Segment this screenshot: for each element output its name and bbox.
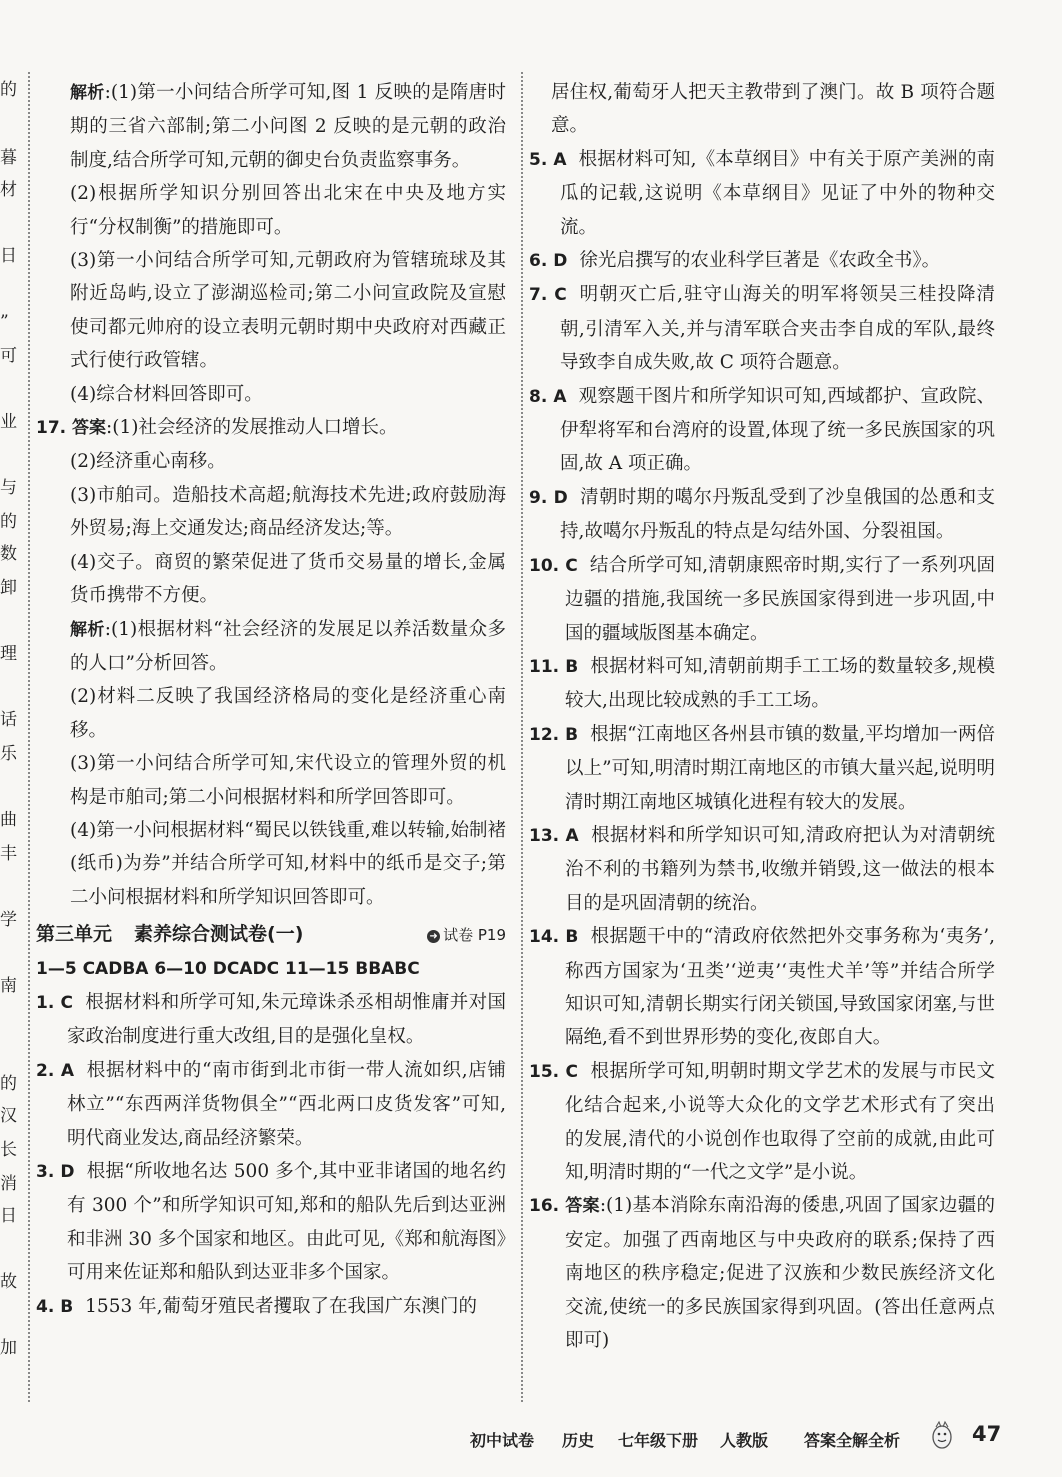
answer-explanation: 根据材料中的“南市街到北市街一带人流如织,店铺林立”“东西两洋货物俱全”“西北两口皮货发客”可知,明代商业发达,商品经济繁荣。 (67, 1059, 506, 1149)
answer-keys: 1—5 CADBA 6—10 DCADC 11—15 BBABC (36, 958, 420, 979)
question-number: 9. (529, 487, 548, 508)
answer-item-15 (529, 1055, 995, 1190)
question-number: 10. (529, 555, 560, 576)
margin-char: 数 (0, 544, 17, 564)
margin-char: 消 (0, 1174, 17, 1194)
left-dotted-rule (28, 72, 30, 1402)
answer-17-3: (3)市舶司。造船技术高超;航海技术先进;政府鼓励海外贸易;海上交通发达;商品经济发达;等。 (70, 484, 506, 540)
answer-explanation: 根据所学可知,明朝时期文学艺术的发展与市民文化结合起来,小说等大众化的文学艺术形式有了突出的发展,清代的小说创作也取得了空前的成就,由此可知,明清时期的“一代之文学”是小说。 (565, 1060, 995, 1183)
margin-char: 理 (0, 644, 17, 664)
answer-option: C (554, 285, 567, 306)
margin-char: 乐 (0, 744, 17, 764)
answer-item-5 (529, 143, 995, 244)
answer-option: B (60, 1296, 74, 1317)
answer-option: D (553, 487, 568, 508)
answer-explanation: 1553 年,葡萄牙殖民者攫取了在我国广东澳门的 (85, 1295, 478, 1317)
answer-text: :(1)社会经济的发展推动人口增长。 (106, 417, 398, 439)
question-number: 16. (529, 1196, 560, 1217)
answer-explanation: 根据题干中的“清政府依然把外交事务称为‘夷务’,称西方国家为‘丑类’‘逆夷’‘夷性犬羊’等”并结合所学知识可知,清朝长期实行闭关锁国,导致国家闭塞,与世隔绝,看不到世界形势的变化,夜郎自大。 (565, 926, 995, 1049)
margin-char: 业 (0, 412, 17, 432)
margin-char: 卸 (0, 578, 17, 598)
paper-reference-text: 试卷 P19 (443, 926, 506, 945)
answer-explanation: 观察题干图片和所学知识可知,西域都护、宣政院、伊犁将军和台湾府的设置,体现了统一多民族国家的巩固,故 A 项正确。 (560, 385, 995, 475)
answer-item-3 (36, 1155, 506, 1290)
footer-label: 答案全解全析 (804, 1431, 901, 1450)
answer-explanation: 根据“所收地名达 500 多个,其中亚非诸国的地名约有 300 个”和所学知识可知,郑和的船队先后到达亚洲和非洲 30 多个国家和地区。由此可见,《郑和航海图》可用来佐证郑和船队到达亚非多个国家。 (67, 1161, 506, 1284)
answer-explanation: 清朝时期的噶尔丹叛乱受到了沙皇俄国的怂恿和支持,故噶尔丹叛乱的特点是勾结外国、分裂祖国。 (560, 486, 995, 543)
margin-char: 暮 (0, 148, 17, 168)
question-number: 8. (529, 386, 548, 407)
answer-option: D (60, 1162, 75, 1182)
mascot-icon (930, 1420, 954, 1450)
explanation-16-4: (4)综合材料回答即可。 (70, 383, 263, 405)
answer-17-4: (4)交子。商贸的繁荣促进了货币交易量的增长,金属货币携带不方便。 (70, 551, 506, 607)
answer-item-2 (36, 1054, 506, 1155)
answer-explanation: 根据“江南地区各州县市镇的数量,平均增加一两倍以上”可知,明清时期江南地区的市镇大量兴起,说明明清时期江南地区城镇化进程有较大的发展。 (565, 723, 995, 813)
answer-option: B (565, 724, 579, 745)
answer-option: D (553, 251, 568, 272)
question-number: 4. (36, 1296, 55, 1317)
margin-char: 可 (0, 346, 17, 366)
answer-explanation: 结合所学可知,清朝康熙帝时期,实行了一系列巩固边疆的措施,我国统一多民族国家得到进一步巩固,中国的疆域版图基本确定。 (565, 554, 995, 644)
answer-17-1 (36, 411, 506, 445)
question-number: 6. (529, 251, 548, 272)
answer-option: B (565, 927, 579, 948)
answer-tag: 答案 (72, 418, 107, 439)
answer-text: :(1)基本消除东南沿海的倭患,巩固了国家边疆的安定。加强了西南地区与中央政府的联系;保持了西南地区的秩序稳定;促进了汉族和少数民族经济文化交流,使统一的多民族国家得到巩固。(答出任意两点即可) (565, 1195, 996, 1352)
answer-item-7 (529, 278, 995, 379)
answer-item-9 (529, 481, 995, 549)
explanation-16-3: (3)第一小问结合所学可知,元朝政府为管辖琉球及其附近岛屿,设立了澎湖巡检司;第二小问宣政院及宣慰使司都元帅府的设立表明元朝时期中央政府对西藏正式行使行政管辖。 (70, 250, 506, 372)
explanation-17-1 (36, 613, 506, 681)
answer-explanation: 明朝灭亡后,驻守山海关的明军将领吴三桂投降清朝,引清军入关,并与清军联合夹击李自成的军队,最终导致李自成失败,故 C 项符合题意。 (560, 284, 995, 374)
answer-item-12 (529, 718, 995, 819)
paper-reference (427, 919, 506, 952)
answer-item-13 (529, 819, 995, 920)
answer-option: C (60, 992, 74, 1013)
explanation-tag: 解析 (70, 619, 105, 640)
margin-char: 故 (0, 1272, 17, 1292)
question-number: 14. (529, 927, 560, 948)
center-dotted-rule (521, 72, 523, 1402)
margin-char: 日 (0, 246, 17, 266)
answer-explanation: 根据材料和所学可知,朱元璋诛杀丞相胡惟庸并对国家政治制度进行重大改组,目的是强化皇权。 (67, 991, 506, 1048)
margin-char: 话 (0, 710, 17, 730)
explanation-tag: 解析 (70, 83, 105, 103)
margin-char: 的 (0, 512, 17, 532)
answer-explanation: 根据材料可知,《本草纲目》中有关于原产美洲的南瓜的记载,这说明《本草纲目》见证了中外的物种交流。 (560, 148, 995, 238)
answer-item-4-continued: 居住权,葡萄牙人把天主教带到了澳门。故 B 项符合题意。 (551, 82, 995, 137)
footer-edition: 人教版 (720, 1431, 769, 1450)
question-number: 5. (529, 149, 548, 170)
question-number: 15. (529, 1061, 560, 1082)
answer-17-2: (2)经济重心南移。 (70, 451, 226, 473)
unit-name: 素养综合测试卷(一) (134, 923, 304, 946)
explanation-17-3: (3)第一小问结合所学可知,宋代设立的管理外贸的机构是市舶司;第二小问根据材料和所学回答即可。 (70, 753, 506, 808)
answer-explanation: 徐光启撰写的农业科学巨著是《农政全书》。 (579, 250, 941, 272)
question-number: 17. (36, 418, 67, 439)
answer-option: A (553, 149, 567, 170)
answer-item-1 (36, 986, 506, 1054)
explanation-text: :(1)第一小问结合所学可知,图 1 反映的是隋唐时期的三省六部制;第二小问图 2 反映的是元朝的政治制度,结合所学可知,元朝的御史台负责监察事务。 (70, 82, 506, 171)
answer-explanation: 根据材料可知,清朝前期手工工场的数量较多,规模较大,出现比较成熟的手工工场。 (565, 655, 996, 712)
answer-item-10 (529, 549, 995, 650)
margin-char: 日 (0, 1206, 17, 1226)
margin-char: 长 (0, 1140, 17, 1160)
question-number: 12. (529, 724, 560, 745)
question-number: 3. (36, 1162, 55, 1182)
margin-char: 加 (0, 1338, 17, 1358)
margin-char: 的 (0, 80, 17, 100)
question-number: 13. (529, 825, 560, 846)
answer-item-4 (36, 1290, 506, 1324)
explanation-17-2: (2)材料二反映了我国经济格局的变化是经济重心南移。 (70, 686, 506, 741)
right-column (529, 76, 995, 1357)
footer-subject: 历史 (562, 1431, 595, 1450)
explanation-16-1 (36, 76, 506, 177)
arrow-right-icon: ➜ (427, 930, 440, 943)
answer-option: B (565, 656, 579, 677)
explanation-16-2: (2)根据所学知识分别回答出北宋在中央及地方实行“分权制衡”的措施即可。 (70, 183, 506, 238)
answer-option: C (565, 555, 578, 576)
question-number: 11. (529, 656, 560, 677)
question-number: 1. (36, 992, 55, 1013)
explanation-17-4: (4)第一小问根据材料“蜀民以铁钱重,难以转输,始制褚(纸币)为券”并结合所学可知,材料中的纸币是交子;第二小问根据材料和所学知识回答即可。 (70, 819, 506, 908)
margin-char: 丰 (0, 844, 17, 864)
answer-item-8 (529, 380, 995, 481)
answer-explanation: 根据材料和所学知识可知,清政府把认为对清朝统治不利的书籍列为禁书,收缴并销毁,这一做法的根本目的是巩固清朝的统治。 (565, 824, 995, 914)
answer-option: C (565, 1061, 578, 1082)
explanation-text: :(1)根据材料“社会经济的发展足以养活数量众多的人口”分析回答。 (70, 618, 506, 674)
left-column (36, 76, 506, 1324)
answer-item-14 (529, 920, 995, 1055)
margin-char: ” (0, 312, 9, 332)
margin-char: 曲 (0, 810, 17, 830)
page-footer (470, 1420, 1030, 1456)
answer-tag: 答案 (565, 1196, 600, 1217)
question-number: 2. (36, 1060, 55, 1081)
margin-char: 的 (0, 1074, 17, 1094)
answer-option: A (60, 1060, 75, 1081)
unit-number: 第三单元 (36, 923, 113, 946)
unit-title (36, 918, 303, 951)
answer-option: A (553, 386, 567, 407)
answer-item-6 (529, 244, 995, 278)
question-number: 7. (529, 285, 548, 306)
footer-grade: 七年级下册 (618, 1431, 699, 1450)
answer-option: A (565, 825, 579, 846)
answer-item-11 (529, 650, 995, 718)
unit-header (36, 918, 506, 952)
margin-char: 与 (0, 478, 17, 498)
answer-16 (529, 1189, 995, 1357)
margin-char: 学 (0, 910, 17, 930)
margin-char: 材 (0, 180, 17, 200)
margin-char: 南 (0, 976, 17, 996)
margin-char: 汉 (0, 1106, 17, 1126)
page-number: 47 (972, 1422, 1002, 1446)
footer-series: 初中试卷 (470, 1431, 535, 1450)
